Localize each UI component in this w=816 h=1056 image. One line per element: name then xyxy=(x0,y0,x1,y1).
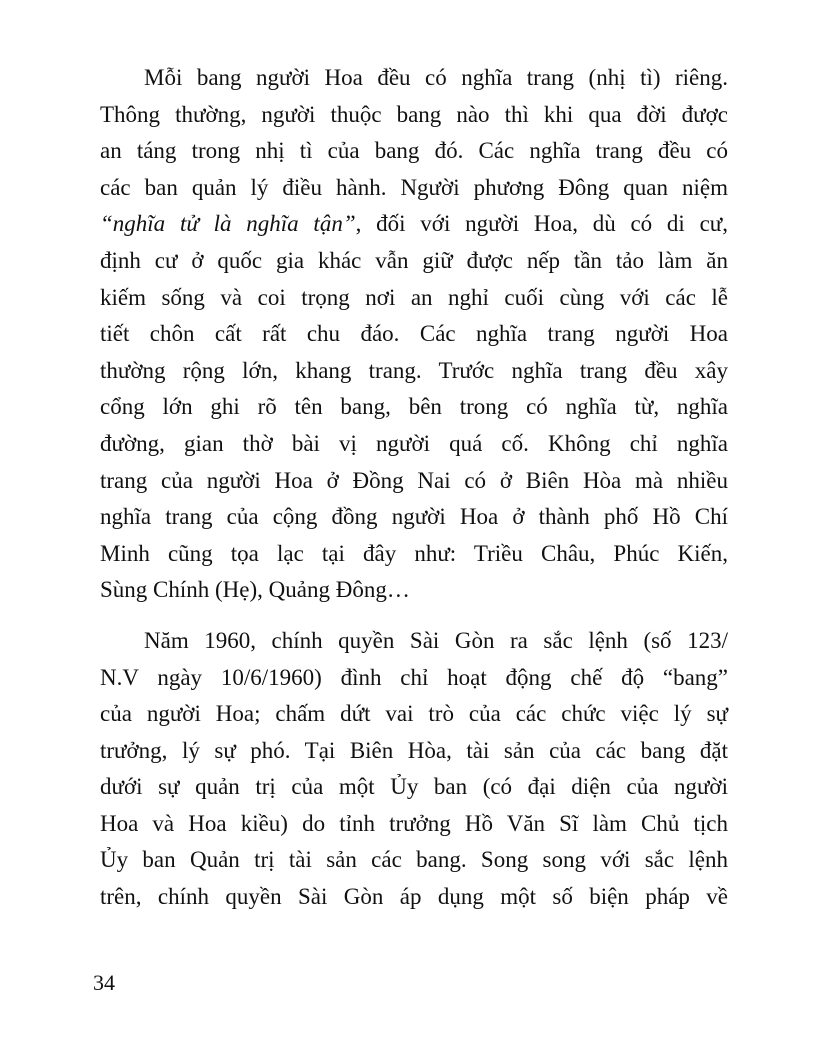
text-line: định cư ở quốc gia khác vẫn giữ được nếp tần tảo làm ăn xyxy=(100,247,728,273)
paragraph-cemeteries xyxy=(100,60,728,609)
text-line: cổng lớn ghi rõ tên bang, bên trong có nghĩa từ, nghĩa xyxy=(100,394,728,420)
text-line: kiếm sống và coi trọng nơi an nghỉ cuối cùng với các lễ xyxy=(100,284,728,310)
page-number: 34 xyxy=(93,970,115,995)
text-line xyxy=(100,206,728,243)
text-line: Sùng Chính (Hẹ), Quảng Đông… xyxy=(100,577,410,603)
text-line: Mỗi bang người Hoa đều có nghĩa trang (nhị tì) riêng. xyxy=(144,65,728,90)
text-line: các ban quản lý điều hành. Người phương Đông quan niệm xyxy=(100,174,728,200)
text-line: của người Hoa; chấm dứt vai trò của các chức việc lý sự xyxy=(100,701,728,727)
text-line: trang của người Hoa ở Đồng Nai có ở Biên Hòa mà nhiều xyxy=(100,467,728,493)
text-line: Thông thường, người thuộc bang nào thì khi qua đời được xyxy=(100,101,728,127)
text-line: N.V ngày 10/6/1960) đình chỉ hoạt động chế độ “bang” xyxy=(100,664,728,690)
text-line: trưởng, lý sự phó. Tại Biên Hòa, tài sản của các bang đặt xyxy=(100,737,728,763)
text-line: đường, gian thờ bài vị người quá cố. Không chỉ nghĩa xyxy=(100,430,728,456)
text-line: trên, chính quyền Sài Gòn áp dụng một số biện pháp về xyxy=(100,884,728,910)
paragraph-1960-decree xyxy=(100,623,728,916)
text-line: thường rộng lớn, khang trang. Trước nghĩa trang đều xây xyxy=(100,357,728,383)
quoted-saying: “nghĩa tử là nghĩa tận” xyxy=(100,211,356,237)
text-line-rest: , đối với người Hoa, dù có di cư, xyxy=(355,211,729,237)
text-line: an táng trong nhị tì của bang đó. Các nghĩa trang đều có xyxy=(100,138,728,164)
paragraph-gap xyxy=(100,609,728,623)
text-line: Năm 1960, chính quyền Sài Gòn ra sắc lệnh (số 123/ xyxy=(144,627,728,653)
text-line: Hoa và Hoa kiều) do tỉnh trưởng Hồ Văn Sĩ làm Chủ tịch xyxy=(100,810,728,836)
text-line: nghĩa trang của cộng đồng người Hoa ở thành phố Hồ Chí xyxy=(100,504,728,530)
text-line: Ủy ban Quản trị tài sản các bang. Song song với sắc lệnh xyxy=(100,847,728,873)
text-line: Minh cũng tọa lạc tại đây như: Triều Châu, Phúc Kiến, xyxy=(100,540,728,566)
text-line: tiết chôn cất rất chu đáo. Các nghĩa trang người Hoa xyxy=(100,321,728,347)
text-line: dưới sự quản trị của một Ủy ban (có đại diện của người xyxy=(100,774,728,800)
body-text xyxy=(100,60,728,916)
